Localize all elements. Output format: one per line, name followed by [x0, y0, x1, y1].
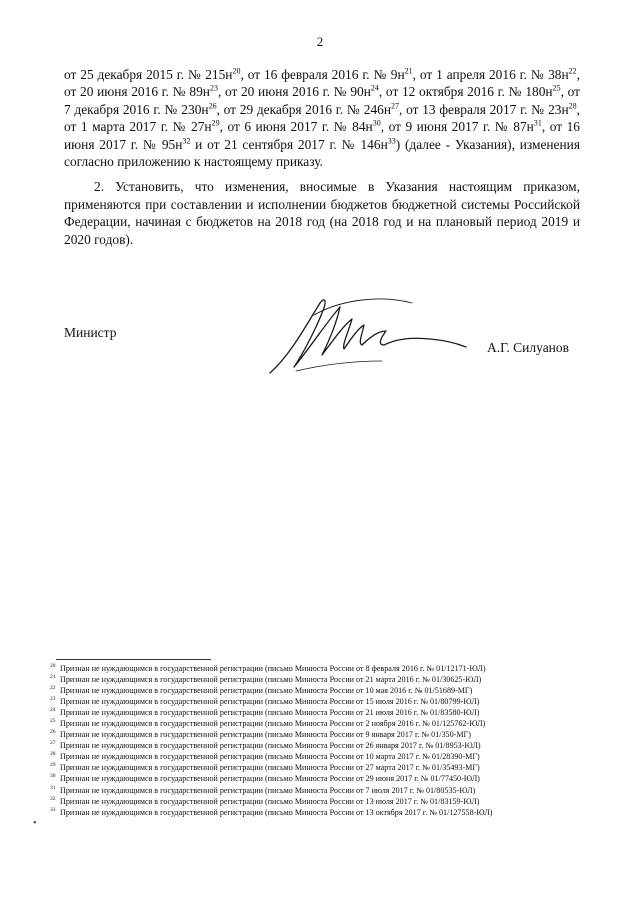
footnotes-list — [50, 663, 590, 818]
scan-mark: • — [33, 818, 37, 829]
footnote-number: 22 — [50, 685, 56, 692]
paragraph-1-text-segment: , от 29 декабря 2016 г. № 246н — [216, 101, 392, 117]
footnote-number: 23 — [50, 696, 56, 703]
paragraph-1-text-segment: от 25 декабря 2015 г. № 215н — [64, 67, 233, 82]
footnote-number: 30 — [50, 773, 56, 780]
paragraph-1-text-segment: , от 9 июня 2017 г. № 87н — [380, 119, 534, 135]
footnote — [50, 785, 590, 796]
footnote-number: 29 — [50, 762, 56, 769]
footnote — [50, 696, 590, 707]
paragraph-1-text-segment: , от 16 июня 2017 г. № 95н — [64, 119, 580, 152]
footnote-reference: 20 — [232, 66, 241, 76]
footnote — [50, 674, 590, 685]
document-body — [64, 66, 580, 248]
paragraph-1-text-segment: , от 6 июня 2017 г. № 84н — [219, 119, 373, 135]
footnote-number: 26 — [50, 729, 56, 736]
paragraph-1-text-segment: , от 12 октября 2016 г. № 180н — [378, 84, 553, 100]
paragraph-1-text-segment: ) (далее - Указания), изменения согласно приложению к настоящему приказу. — [64, 136, 580, 170]
footnote — [50, 729, 590, 740]
footnote — [50, 773, 590, 784]
page-number: 2 — [316, 34, 324, 49]
footnote — [50, 718, 590, 729]
footnote-number: 24 — [50, 707, 56, 714]
footnote — [50, 663, 590, 674]
signatory-position: Министр — [64, 325, 117, 340]
footnote-number: 33 — [50, 806, 56, 813]
footnote-reference: 25 — [552, 83, 561, 93]
footnote-reference: 33 — [387, 136, 396, 146]
footnote — [50, 751, 590, 762]
paragraph-1-text-segment: , от 20 июня 2016 г. № 90н — [217, 84, 371, 100]
paragraph-1-text-segment: , от 7 декабря 2016 г. № 230н — [64, 84, 580, 117]
signatory-name: А.Г. Силуанов — [487, 340, 570, 355]
footnote-number: 20 — [50, 663, 56, 669]
footnote-text: Признан не нуждающимся в государственной регистрации (письмо Минюста России от 15 июля 2016 г. № 01/80799-ЮЛ) — [60, 697, 480, 707]
footnote-text: Признан не нуждающимся в государственной регистрации (письмо Минюста России от 27 марта 2017 г. № 01/35493-МГ) — [60, 763, 480, 773]
footnote-number: 21 — [50, 674, 56, 681]
footnote-number: 31 — [50, 784, 56, 791]
footnote-separator — [56, 659, 211, 660]
footnote-text: Признан не нуждающимся в государственной регистрации (письмо Минюста России от 26 января 2017 г. № 01/8953-ЮЛ) — [60, 741, 481, 751]
paragraph-2: 2. Установить, что изменения, вносимые в Указания настоящим приказом, применяются при составлении и исполнении бюджетов бюджетной системы Российской Федерации, начиная с бюджетов на 2018 год (на 2018 год и на плановый период 2019 и 2020 годов). — [64, 179, 580, 247]
footnote-text: Признан не нуждающимся в государственной регистрации (письмо Минюста России от 13 октября 2017 г. № 01/127558-ЮЛ) — [60, 807, 493, 817]
footnote-reference: 31 — [533, 118, 542, 128]
footnote — [50, 685, 590, 696]
paragraph-1-text-segment: и от 21 сентября 2017 г. № 146н — [190, 136, 388, 152]
paragraph-amendments-list — [64, 66, 580, 170]
footnote-text: Признан не нуждающимся в государственной регистрации (письмо Минюста России от 9 января 2017 г. № 01/350-МГ) — [60, 730, 471, 740]
footnote — [50, 707, 590, 718]
paragraph-1-text-segment: , от 20 июня 2016 г. № 89н — [64, 67, 580, 100]
footnote-reference: 27 — [391, 101, 400, 111]
footnote-number: 25 — [50, 718, 56, 725]
paragraph-1-text-segment: , от 1 апреля 2016 г. № 38н — [412, 67, 569, 82]
footnote — [50, 807, 590, 818]
footnote-number: 28 — [50, 751, 56, 758]
footnote-reference: 24 — [370, 83, 379, 93]
footnote-reference: 22 — [568, 66, 577, 76]
footnote-reference: 29 — [211, 118, 220, 128]
footnote-reference: 26 — [208, 101, 217, 111]
footnote-text: Признан не нуждающимся в государственной регистрации (письмо Минюста России от 13 июля 2017 г. № 01/83159-ЮЛ) — [60, 796, 480, 806]
footnote — [50, 740, 590, 751]
footnote — [50, 762, 590, 773]
paragraph-1-text-segment: , от 1 марта 2017 г. № 27н — [64, 101, 580, 135]
handwritten-signature — [262, 285, 472, 385]
footnote-text: Признан не нуждающимся в государственной регистрации (письмо Минюста России от 29 июня 2017 г. № 01/77450-ЮЛ) — [60, 774, 480, 784]
footnote-text: Признан не нуждающимся в государственной регистрации (письмо Минюста России от 10 мая 2016 г. № 01/51689-МГ) — [60, 686, 473, 696]
footnote-reference: 23 — [209, 83, 218, 93]
footnote-text: Признан не нуждающимся в государственной регистрации (письмо Минюста России от 2 ноября 2016 г. № 01/125762-ЮЛ) — [60, 719, 486, 729]
footnote-text: Признан не нуждающимся в государственной регистрации (письмо Минюста России от 21 марта 2016 г. № 01/30625-ЮЛ) — [60, 675, 482, 685]
footnote-number: 32 — [50, 795, 56, 802]
footnote-reference: 28 — [568, 101, 577, 111]
footnote-text: Признан не нуждающимся в государственной регистрации (письмо Минюста России от 21 июля 2016 г. № 01/83580-ЮЛ) — [60, 708, 480, 718]
footnote-text: Признан не нуждающимся в государственной регистрации (письмо Минюста России от 10 марта 2017 г. № 01/28390-МГ) — [60, 752, 480, 762]
paragraph-1-text-segment: , от 16 февраля 2016 г. № 9н — [240, 67, 405, 82]
footnote-reference: 30 — [372, 118, 381, 128]
footnote-number: 27 — [50, 740, 56, 747]
footnote-text: Признан не нуждающимся в государственной регистрации (письмо Минюста России от 7 июля 2017 г. № 01/80535-ЮЛ) — [60, 785, 476, 795]
footnote — [50, 796, 590, 807]
footnote-reference: 32 — [182, 136, 191, 146]
footnote-text: Признан не нуждающимся в государственной регистрации (письмо Минюста России от 8 февраля 2016 г. № 01/12171-ЮЛ) — [60, 664, 486, 673]
paragraph-1-text-segment: , от 13 февраля 2017 г. № 23н — [399, 101, 569, 117]
footnote-reference: 21 — [404, 66, 413, 76]
